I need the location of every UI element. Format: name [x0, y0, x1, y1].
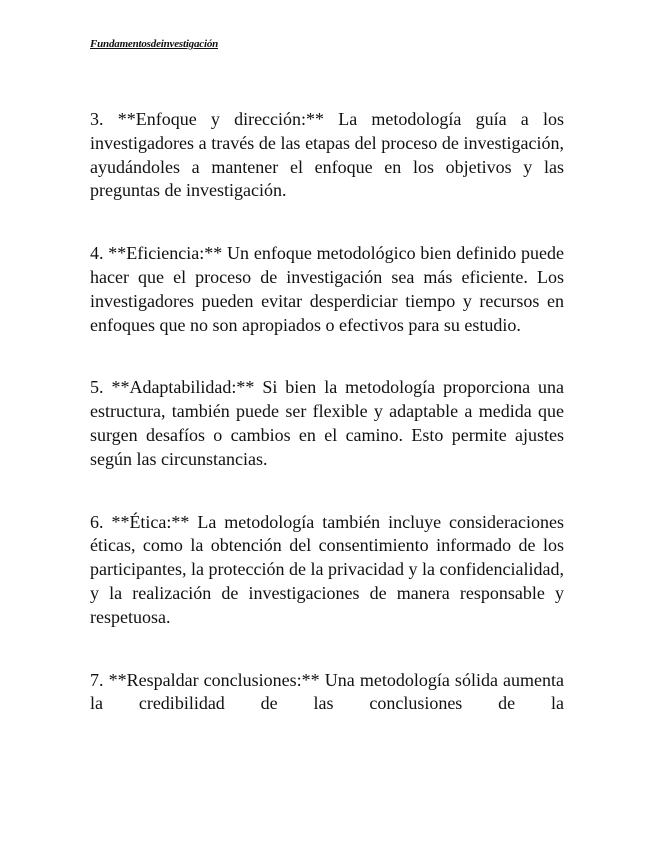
paragraph-etica: 6. **Ética:** La metodología también incluye consideraciones éticas, como la obtención del consentimiento informado de los participantes, la protección de la privacidad y la confidencialidad, y la realización de investigaciones de manera responsable y respetuosa.: [90, 511, 564, 627]
paragraph-enfoque-direccion: 3. **Enfoque y dirección:** La metodología guía a los investigadores a través de las etapas del proceso de investigación, ayudándoles a mantener el enfoque en los objetivos y las preguntas de investigación.: [90, 109, 564, 201]
paragraph-eficiencia: 4. **Eficiencia:** Un enfoque metodológico bien definido puede hacer que el proceso de investigación sea más eficiente. Los investigadores pueden evitar desperdiciar tiempo y recursos en enfoques que no son apropiados o efectivos para su estudio.: [90, 243, 564, 335]
body-text: [90, 108, 564, 756]
paragraph-adaptabilidad: 5. **Adaptabilidad:** Si bien la metodología proporciona una estructura, también puede ser flexible y adaptable a medida que surgen desafíos o cambios en el camino. Esto permite ajustes según las circunstancias.: [90, 377, 564, 469]
paragraph-respaldar-conclusiones: 7. **Respaldar conclusiones:** Una metodología sólida aumenta la credibilidad de las conclusiones de la: [90, 669, 564, 714]
running-header: Fundamentosdeinvestigación: [90, 38, 219, 50]
